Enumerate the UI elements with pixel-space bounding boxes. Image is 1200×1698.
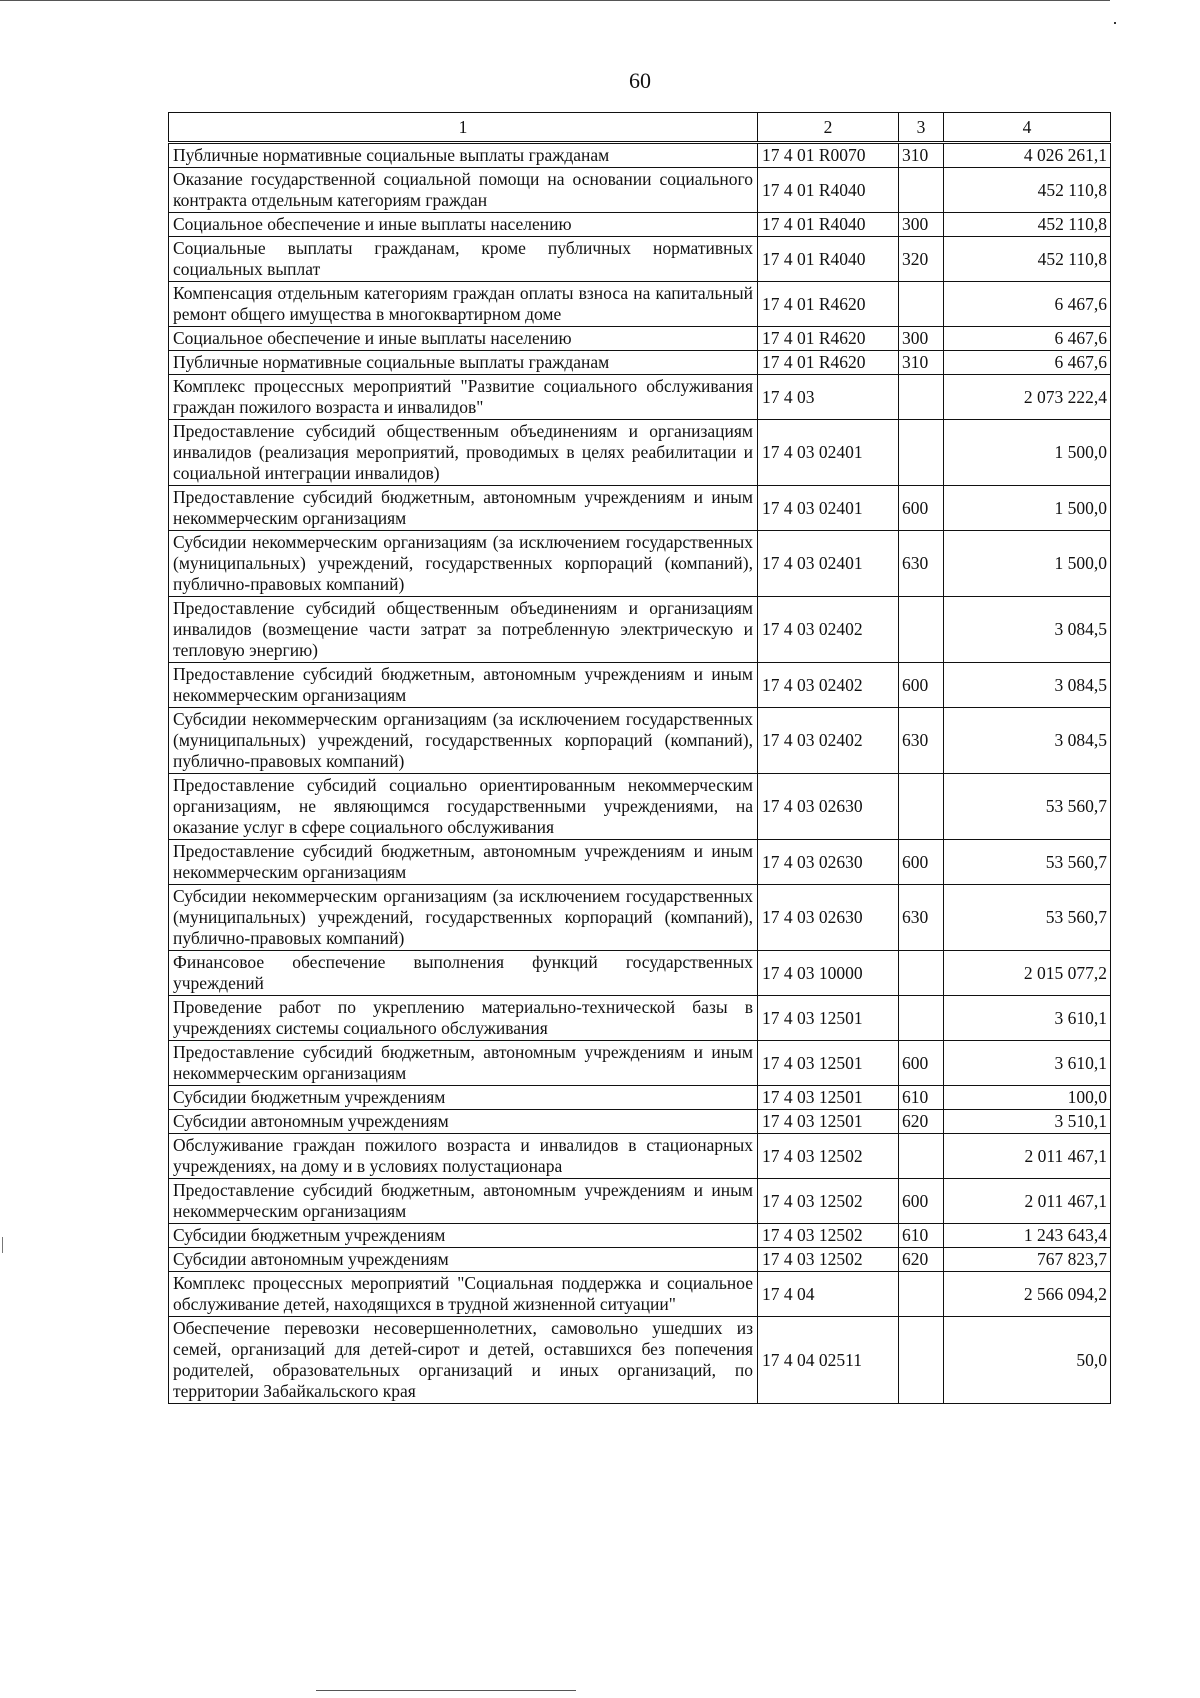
table-row	[169, 774, 1111, 840]
scan-speck	[1114, 22, 1116, 24]
row-name-cell: Финансовое обеспечение выполнения функций государственных учреждений	[169, 951, 758, 996]
scan-edge-line-bottom	[316, 1690, 576, 1691]
row-name-cell: Субсидии бюджетным учреждениям	[169, 1224, 758, 1248]
row-code-cell: 17 4 01 R0070	[758, 143, 899, 168]
row-name-cell: Предоставление субсидий бюджетным, автономным учреждениям и иным некоммерческим организациям	[169, 840, 758, 885]
row-amount-cell: 2 566 094,2	[944, 1272, 1111, 1317]
row-kind-cell: 610	[899, 1224, 944, 1248]
table-body	[169, 143, 1111, 1404]
row-name-cell: Обслуживание граждан пожилого возраста и инвалидов в стационарных учреждениях, на дому и в условиях полустационара	[169, 1134, 758, 1179]
table-row	[169, 663, 1111, 708]
row-name-cell: Предоставление субсидий бюджетным, автономным учреждениям и иным некоммерческим организациям	[169, 663, 758, 708]
row-code-cell: 17 4 03 02402	[758, 663, 899, 708]
row-amount-cell: 3 610,1	[944, 1041, 1111, 1086]
row-code-cell: 17 4 03 02630	[758, 840, 899, 885]
row-amount-cell: 3 510,1	[944, 1110, 1111, 1134]
row-name-cell: Предоставление субсидий бюджетным, автономным учреждениям и иным некоммерческим организациям	[169, 486, 758, 531]
row-name-cell: Проведение работ по укреплению материально-технической базы в учреждениях системы социального обслуживания	[169, 996, 758, 1041]
row-kind-cell: 630	[899, 885, 944, 951]
row-name-cell: Комплекс процессных мероприятий "Социальная поддержка и социальное обслуживание детей, находящихся в трудной жизненной ситуации"	[169, 1272, 758, 1317]
table-row	[169, 1110, 1111, 1134]
row-amount-cell: 2 011 467,1	[944, 1134, 1111, 1179]
row-kind-cell	[899, 597, 944, 663]
row-name-cell: Социальные выплаты гражданам, кроме публичных нормативных социальных выплат	[169, 237, 758, 282]
row-kind-cell: 630	[899, 531, 944, 597]
row-code-cell: 17 4 03 12501	[758, 1110, 899, 1134]
row-amount-cell: 53 560,7	[944, 885, 1111, 951]
row-amount-cell: 1 500,0	[944, 420, 1111, 486]
row-kind-cell: 600	[899, 663, 944, 708]
row-amount-cell: 2 011 467,1	[944, 1179, 1111, 1224]
table-row	[169, 351, 1111, 375]
table-row	[169, 951, 1111, 996]
row-amount-cell: 100,0	[944, 1086, 1111, 1110]
row-amount-cell: 4 026 261,1	[944, 143, 1111, 168]
row-name-cell: Предоставление субсидий бюджетным, автономным учреждениям и иным некоммерческим организациям	[169, 1041, 758, 1086]
row-name-cell: Публичные нормативные социальные выплаты гражданам	[169, 143, 758, 168]
row-kind-cell	[899, 168, 944, 213]
column-header-kind: 3	[899, 113, 944, 143]
row-name-cell: Оказание государственной социальной помощи на основании социального контракта отдельным категориям граждан	[169, 168, 758, 213]
row-code-cell: 17 4 03 12501	[758, 996, 899, 1041]
row-kind-cell: 300	[899, 213, 944, 237]
row-amount-cell: 6 467,6	[944, 351, 1111, 375]
row-kind-cell: 320	[899, 237, 944, 282]
row-kind-cell: 620	[899, 1248, 944, 1272]
row-name-cell: Предоставление субсидий бюджетным, автономным учреждениям и иным некоммерческим организациям	[169, 1179, 758, 1224]
row-kind-cell: 600	[899, 840, 944, 885]
row-code-cell: 17 4 03 12502	[758, 1134, 899, 1179]
row-code-cell: 17 4 03 02630	[758, 774, 899, 840]
row-amount-cell: 452 110,8	[944, 237, 1111, 282]
column-header-code: 2	[758, 113, 899, 143]
row-kind-cell	[899, 420, 944, 486]
table-row	[169, 420, 1111, 486]
column-header-name: 1	[169, 113, 758, 143]
row-name-cell: Субсидии некоммерческим организациям (за исключением государственных (муниципальных) учреждений, государственных корпораций (компаний), публично-правовых компаний)	[169, 885, 758, 951]
row-code-cell: 17 4 01 R4040	[758, 237, 899, 282]
row-kind-cell	[899, 282, 944, 327]
table-row	[169, 531, 1111, 597]
row-amount-cell: 6 467,6	[944, 327, 1111, 351]
table-row	[169, 885, 1111, 951]
table-row	[169, 375, 1111, 420]
row-amount-cell: 2 015 077,2	[944, 951, 1111, 996]
row-kind-cell: 310	[899, 351, 944, 375]
row-amount-cell: 3 084,5	[944, 663, 1111, 708]
row-amount-cell: 2 073 222,4	[944, 375, 1111, 420]
row-amount-cell: 1 500,0	[944, 486, 1111, 531]
table-row	[169, 213, 1111, 237]
row-code-cell: 17 4 04 02511	[758, 1317, 899, 1404]
row-kind-cell	[899, 774, 944, 840]
column-header-amount: 4	[944, 113, 1111, 143]
row-amount-cell: 1 243 643,4	[944, 1224, 1111, 1248]
table-row	[169, 486, 1111, 531]
row-name-cell: Субсидии некоммерческим организациям (за исключением государственных (муниципальных) учреждений, государственных корпораций (компаний), публично-правовых компаний)	[169, 531, 758, 597]
row-kind-cell: 620	[899, 1110, 944, 1134]
table-row	[169, 1179, 1111, 1224]
table-row	[169, 143, 1111, 168]
row-kind-cell: 610	[899, 1086, 944, 1110]
row-code-cell: 17 4 03	[758, 375, 899, 420]
row-amount-cell: 1 500,0	[944, 531, 1111, 597]
row-name-cell: Публичные нормативные социальные выплаты гражданам	[169, 351, 758, 375]
table-row	[169, 1134, 1111, 1179]
row-code-cell: 17 4 04	[758, 1272, 899, 1317]
row-amount-cell: 53 560,7	[944, 774, 1111, 840]
row-amount-cell: 3 084,5	[944, 708, 1111, 774]
table-row	[169, 237, 1111, 282]
page-number: 60	[629, 68, 651, 93]
row-kind-cell	[899, 375, 944, 420]
row-name-cell: Социальное обеспечение и иные выплаты населению	[169, 213, 758, 237]
scan-edge-mark	[2, 1237, 3, 1253]
table-row	[169, 708, 1111, 774]
row-name-cell: Обеспечение перевозки несовершеннолетних, самовольно ушедших из семей, организаций для детей-сирот и детей, оставшихся без попечения родителей, образовательных организаций и иных организаций, по территории Забайкальского края	[169, 1317, 758, 1404]
table-row	[169, 282, 1111, 327]
row-kind-cell: 300	[899, 327, 944, 351]
row-amount-cell: 53 560,7	[944, 840, 1111, 885]
row-code-cell: 17 4 01 R4040	[758, 168, 899, 213]
row-kind-cell	[899, 996, 944, 1041]
row-name-cell: Субсидии автономным учреждениям	[169, 1110, 758, 1134]
table-header-row	[169, 113, 1111, 143]
row-name-cell: Компенсация отдельным категориям граждан оплаты взноса на капитальный ремонт общего имущества в многоквартирном доме	[169, 282, 758, 327]
row-code-cell: 17 4 01 R4040	[758, 213, 899, 237]
row-kind-cell: 310	[899, 143, 944, 168]
row-amount-cell: 3 084,5	[944, 597, 1111, 663]
table-row	[169, 1248, 1111, 1272]
row-code-cell: 17 4 03 12502	[758, 1179, 899, 1224]
row-kind-cell: 600	[899, 1041, 944, 1086]
row-code-cell: 17 4 03 02402	[758, 708, 899, 774]
table-row	[169, 1224, 1111, 1248]
budget-table	[168, 112, 1111, 1404]
row-kind-cell	[899, 1317, 944, 1404]
row-name-cell: Предоставление субсидий общественным объединениям и организациям инвалидов (возмещение части затрат за потребленную электрическую и тепловую энергию)	[169, 597, 758, 663]
row-name-cell: Субсидии бюджетным учреждениям	[169, 1086, 758, 1110]
row-name-cell: Субсидии автономным учреждениям	[169, 1248, 758, 1272]
row-name-cell: Социальное обеспечение и иные выплаты населению	[169, 327, 758, 351]
row-code-cell: 17 4 03 12502	[758, 1248, 899, 1272]
row-amount-cell: 452 110,8	[944, 213, 1111, 237]
table-row	[169, 1272, 1111, 1317]
row-amount-cell: 50,0	[944, 1317, 1111, 1404]
row-kind-cell: 630	[899, 708, 944, 774]
row-amount-cell: 3 610,1	[944, 996, 1111, 1041]
table-row	[169, 168, 1111, 213]
scan-edge-line-top	[0, 0, 1110, 1]
row-code-cell: 17 4 03 02402	[758, 597, 899, 663]
row-code-cell: 17 4 03 02401	[758, 531, 899, 597]
row-code-cell: 17 4 01 R4620	[758, 351, 899, 375]
row-kind-cell	[899, 1134, 944, 1179]
row-code-cell: 17 4 03 02630	[758, 885, 899, 951]
row-code-cell: 17 4 03 02401	[758, 486, 899, 531]
row-name-cell: Предоставление субсидий социально ориентированным некоммерческим организациям, не являющимся государственными учреждениями, на оказание услуг в сфере социального обслуживания	[169, 774, 758, 840]
row-kind-cell: 600	[899, 486, 944, 531]
row-name-cell: Предоставление субсидий общественным объединениям и организациям инвалидов (реализация мероприятий, проводимых в целях реабилитации и социальной интеграции инвалидов)	[169, 420, 758, 486]
row-name-cell: Субсидии некоммерческим организациям (за исключением государственных (муниципальных) учреждений, государственных корпораций (компаний), публично-правовых компаний)	[169, 708, 758, 774]
table-row	[169, 327, 1111, 351]
row-code-cell: 17 4 03 12502	[758, 1224, 899, 1248]
row-code-cell: 17 4 03 12501	[758, 1041, 899, 1086]
table-row	[169, 1086, 1111, 1110]
row-code-cell: 17 4 03 12501	[758, 1086, 899, 1110]
row-amount-cell: 767 823,7	[944, 1248, 1111, 1272]
row-amount-cell: 452 110,8	[944, 168, 1111, 213]
row-code-cell: 17 4 03 02401	[758, 420, 899, 486]
table-row	[169, 996, 1111, 1041]
table-row	[169, 840, 1111, 885]
table-row	[169, 1317, 1111, 1404]
row-code-cell: 17 4 03 10000	[758, 951, 899, 996]
row-kind-cell: 600	[899, 1179, 944, 1224]
row-amount-cell: 6 467,6	[944, 282, 1111, 327]
row-kind-cell	[899, 951, 944, 996]
row-name-cell: Комплекс процессных мероприятий "Развитие социального обслуживания граждан пожилого возраста и инвалидов"	[169, 375, 758, 420]
row-code-cell: 17 4 01 R4620	[758, 282, 899, 327]
row-kind-cell	[899, 1272, 944, 1317]
table-row	[169, 1041, 1111, 1086]
row-code-cell: 17 4 01 R4620	[758, 327, 899, 351]
table-row	[169, 597, 1111, 663]
